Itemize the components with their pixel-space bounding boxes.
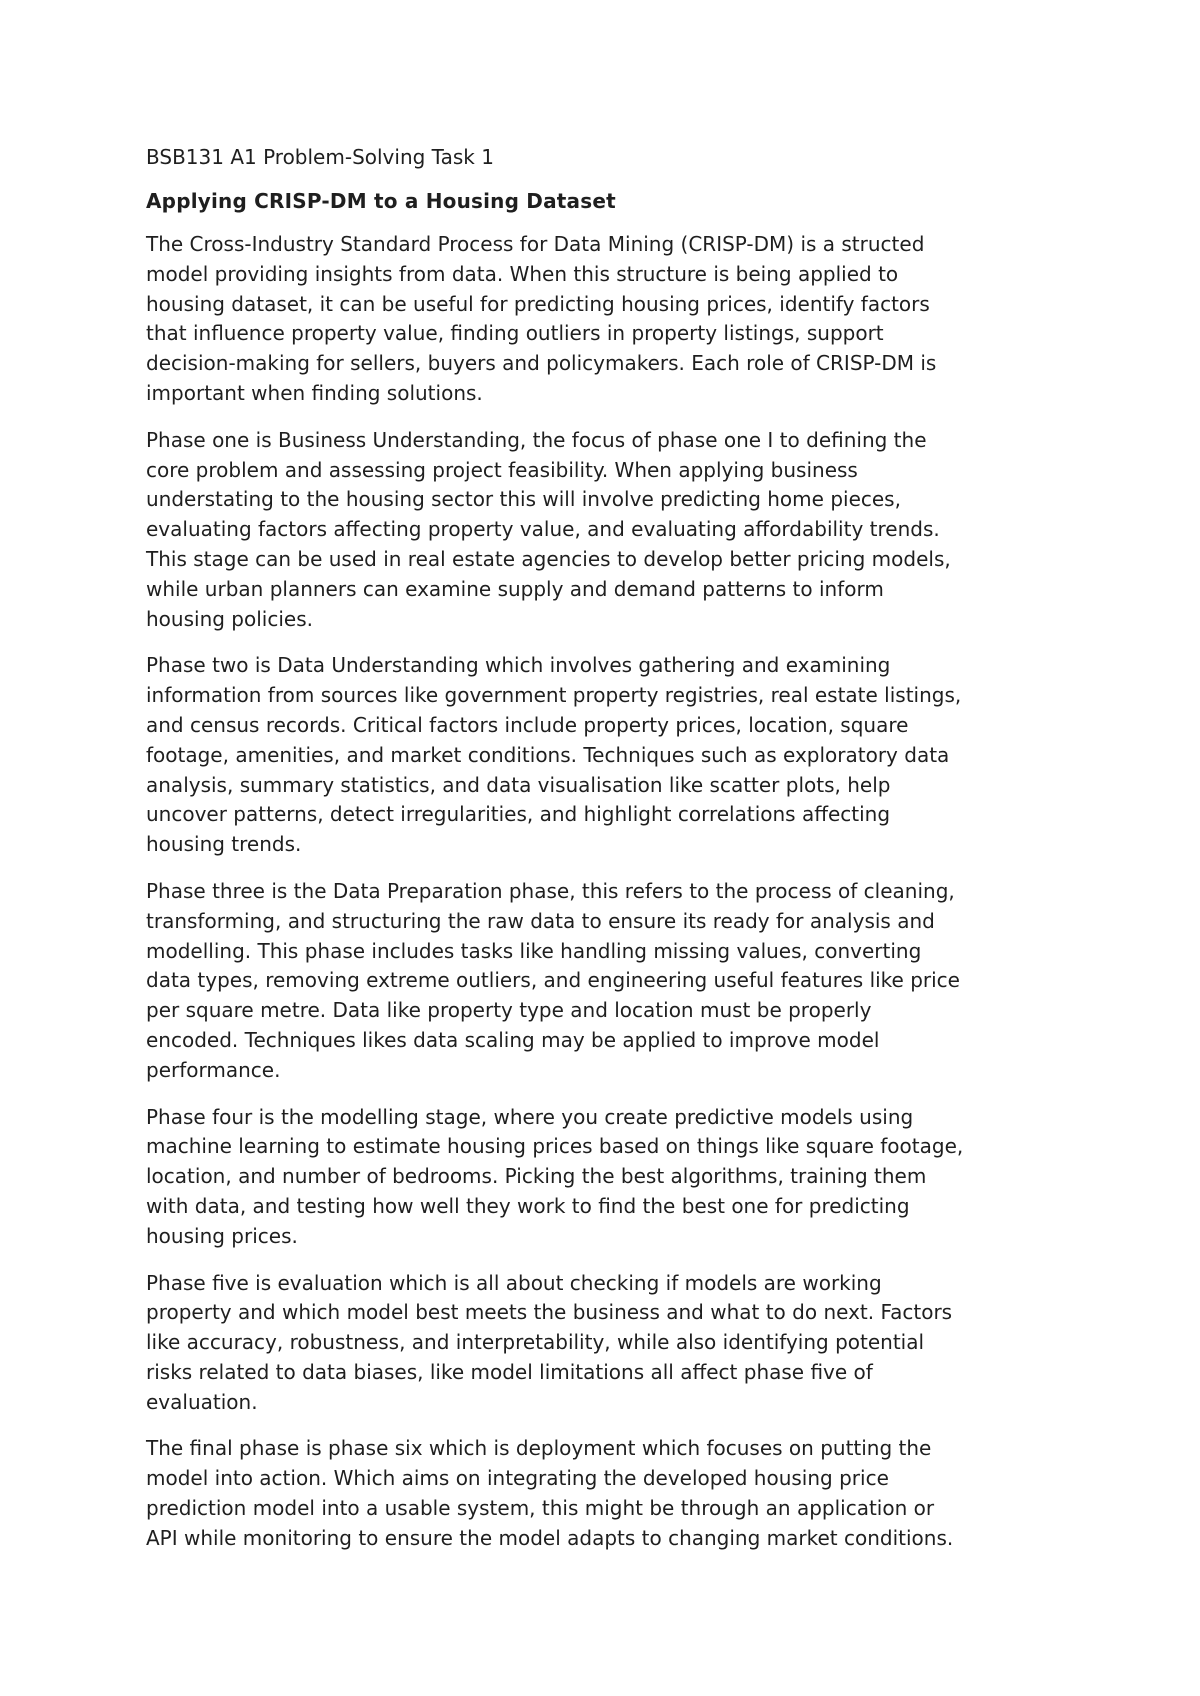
paragraph-line: evaluating factors affecting property value, and evaluating affordability trends.: [146, 517, 940, 542]
paragraph-line: housing dataset, it can be useful for predicting housing prices, identify factors: [146, 291, 930, 316]
paragraph-line: core problem and assessing project feasibility. When applying business: [146, 457, 858, 482]
paragraph-line: housing trends.: [146, 832, 302, 857]
paragraph-line: housing prices.: [146, 1223, 298, 1248]
paragraph-line: and census records. Critical factors include property prices, location, square: [146, 712, 909, 737]
paragraph-line: risks related to data biases, like model limitations all affect phase five of: [146, 1359, 873, 1384]
paragraph-line: modelling. This phase includes tasks like handling missing values, converting: [146, 938, 922, 963]
paragraph-line: while urban planners can examine supply and demand patterns to inform: [146, 576, 884, 601]
paragraph-line: analysis, summary statistics, and data visualisation like scatter plots, help: [146, 772, 891, 797]
document-title: Applying CRISP-DM to a Housing Dataset: [146, 189, 616, 213]
paragraph-line: Phase one is Business Understanding, the focus of phase one I to defining the: [146, 427, 927, 452]
paragraph-line: prediction model into a usable system, this might be through an application or: [146, 1496, 935, 1521]
paragraph: [146, 426, 1076, 635]
paragraph-line: information from sources like government property registries, real estate listings,: [146, 683, 962, 708]
paragraph-line: understating to the housing sector this will involve predicting home pieces,: [146, 487, 901, 512]
paragraph-line: The Cross-Industry Standard Process for Data Mining (CRISP-DM) is a structed: [146, 232, 925, 256]
course-header: BSB131 A1 Problem-Solving Task 1: [146, 145, 494, 169]
paragraph-line: Phase two is Data Understanding which involves gathering and examining: [146, 653, 891, 678]
paragraph-line: per square metre. Data like property type and location must be properly: [146, 998, 872, 1023]
document-body: [146, 230, 1076, 1554]
paragraph-line: footage, amenities, and market conditions. Techniques such as exploratory data: [146, 742, 950, 767]
paragraph-line: decision-making for sellers, buyers and policymakers. Each role of CRISP-DM is: [146, 351, 937, 376]
paragraph-line: machine learning to estimate housing prices based on things like square footage,: [146, 1134, 964, 1159]
paragraph-line: transforming, and structuring the raw data to ensure its ready for analysis and: [146, 908, 935, 933]
paragraph-line: important when finding solutions.: [146, 380, 483, 405]
paragraph-line: The final phase is phase six which is deployment which focuses on putting the: [146, 1436, 932, 1461]
paragraph-line: This stage can be used in real estate agencies to develop better pricing models,: [146, 546, 951, 571]
paragraph-line: with data, and testing how well they work to find the best one for predicting: [146, 1193, 910, 1218]
paragraph-line: uncover patterns, detect irregularities, and highlight correlations affecting: [146, 802, 891, 827]
paragraph-line: location, and number of bedrooms. Picking the best algorithms, training them: [146, 1164, 927, 1189]
paragraph-line: data types, removing extreme outliers, and engineering useful features like price: [146, 968, 960, 993]
paragraph-line: like accuracy, robustness, and interpretability, while also identifying potential: [146, 1330, 925, 1355]
paragraph-line: performance.: [146, 1057, 281, 1082]
paragraph-line: model into action. Which aims on integrating the developed housing price: [146, 1466, 889, 1491]
paragraph-line: API while monitoring to ensure the model adapts to changing market conditions.: [146, 1525, 954, 1550]
paragraph: [146, 1269, 1076, 1418]
paragraph-line: property and which model best meets the business and what to do next. Factors: [146, 1300, 953, 1325]
paragraph-line: housing policies.: [146, 606, 313, 631]
paragraph: [146, 1434, 1076, 1553]
paragraph-line: Phase five is evaluation which is all about checking if models are working: [146, 1270, 882, 1295]
paragraph: [146, 877, 1076, 1086]
document-page: [146, 142, 1076, 1571]
paragraph: [146, 651, 1076, 860]
paragraph-line: that influence property value, finding outliers in property listings, support: [146, 321, 884, 346]
paragraph-line: evaluation.: [146, 1389, 258, 1414]
paragraph-line: encoded. Techniques likes data scaling may be applied to improve model: [146, 1027, 880, 1052]
paragraph: [146, 230, 1076, 409]
paragraph-line: Phase three is the Data Preparation phase, this refers to the process of cleaning,: [146, 878, 955, 903]
paragraph-line: model providing insights from data. When this structure is being applied to: [146, 261, 899, 286]
paragraph: [146, 1103, 1076, 1252]
paragraph-line: Phase four is the modelling stage, where you create predictive models using: [146, 1104, 914, 1129]
